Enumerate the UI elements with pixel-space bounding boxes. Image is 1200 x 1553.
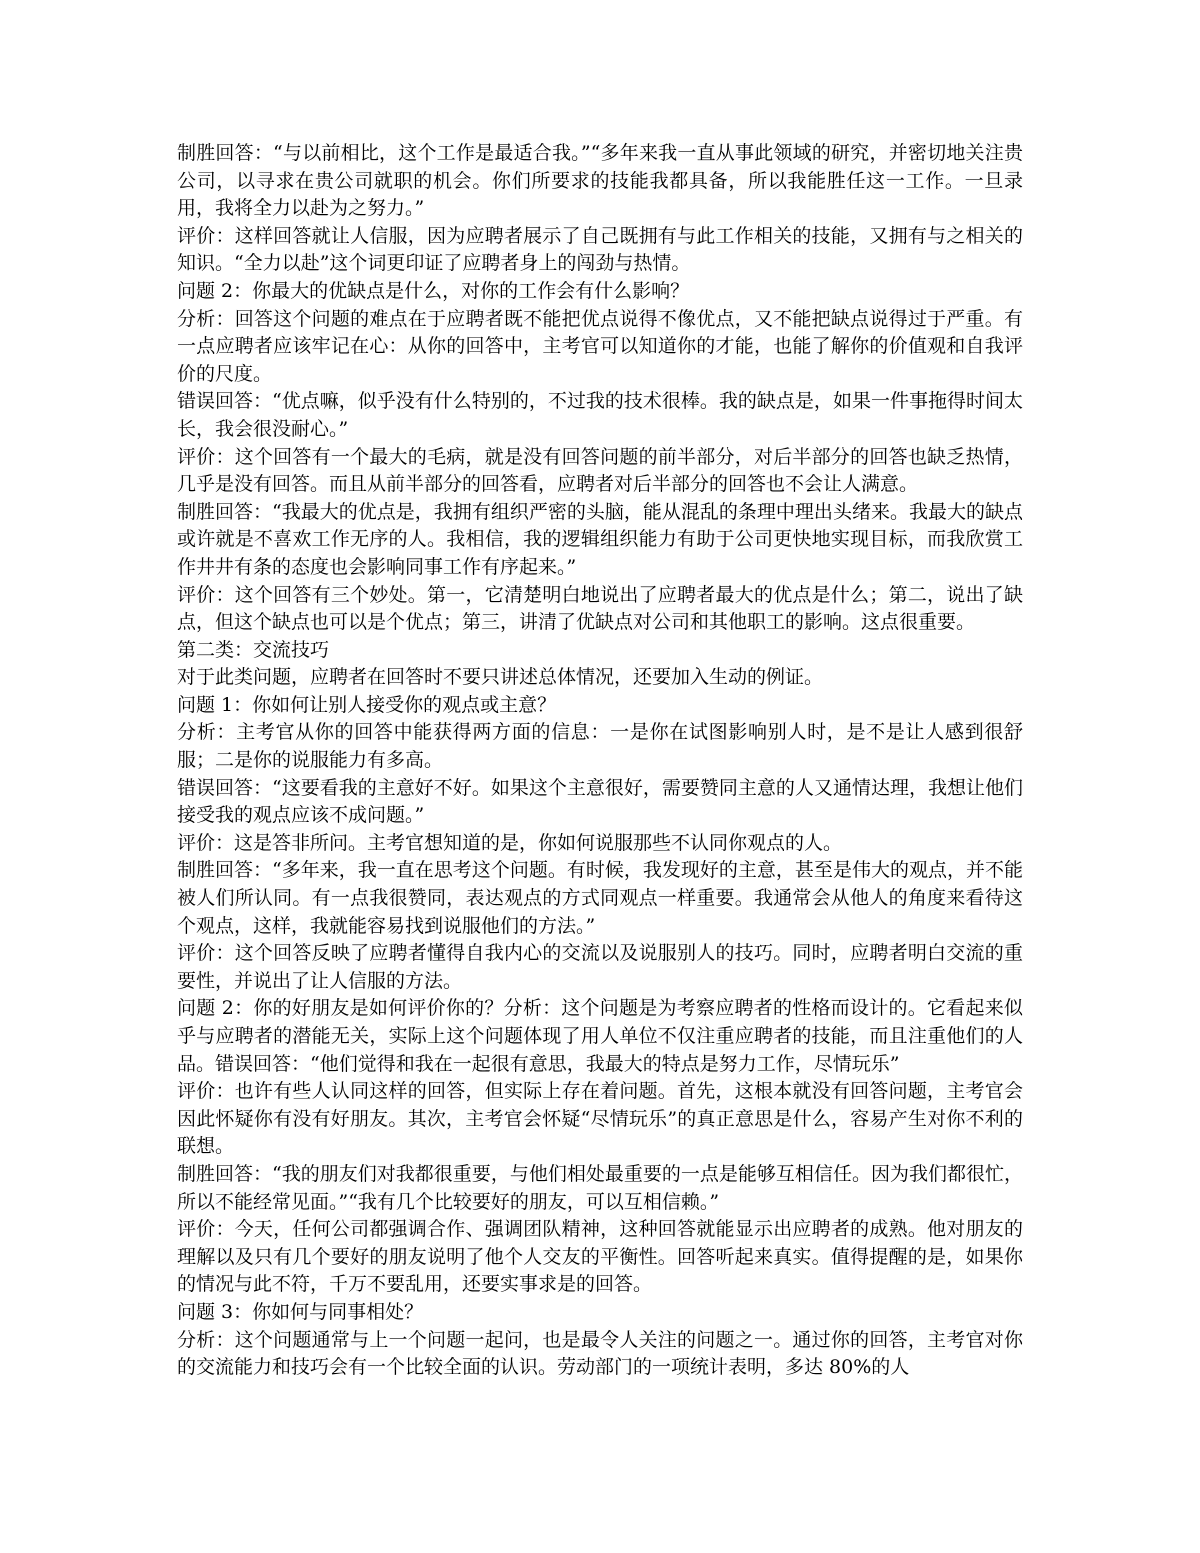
- paragraph: 制胜回答：“与以前相比，这个工作是最适合我。”“多年来我一直从事此领域的研究，并密切地关注贵公司，以寻求在贵公司就职的机会。你们所要求的技能我都具备，所以我能胜任这一工作。一旦录用，我将全力以赴为之努力。”: [177, 142, 1023, 220]
- paragraph: 评价：这个回答有一个最大的毛病，就是没有回答问题的前半部分，对后半部分的回答也缺乏热情，几乎是没有回答。而且从前半部分的回答看，应聘者对后半部分的回答也不会让人满意。: [177, 445, 1023, 496]
- paragraph: 分析：这个问题通常与上一个问题一起问，也是最令人关注的问题之一。通过你的回答，主考官对你的交流能力和技巧会有一个比较全面的认识。劳动部门的一项统计表明，多达 80%的人: [177, 1328, 1023, 1379]
- paragraph: 问题 1：你如何让别人接受你的观点或主意？: [177, 693, 557, 716]
- paragraph: 制胜回答：“我的朋友们对我都很重要，与他们相处最重要的一点是能够互相信任。因为我们都很忙，所以不能经常见面。”“我有几个比较要好的朋友，可以互相信赖。”: [177, 1162, 1023, 1213]
- paragraph: 评价：这样回答就让人信服，因为应聘者展示了自己既拥有与此工作相关的技能，又拥有与之相关的知识。“全力以赴”这个词更印证了应聘者身上的闯劲与热情。: [177, 224, 1023, 275]
- paragraph: 制胜回答：“我最大的优点是，我拥有组织严密的头脑，能从混乱的条理中理出头绪来。我最大的缺点或许就是不喜欢工作无序的人。我相信，我的逻辑组织能力有助于公司更快地实现目标，而我欣赏工作井井有条的态度也会影响同事工作有序起来。”: [177, 500, 1023, 578]
- paragraph: 评价：这个回答有三个妙处。第一，它清楚明白地说出了应聘者最大的优点是什么；第二，说出了缺点，但这个缺点也可以是个优点；第三，讲清了优缺点对公司和其他职工的影响。这点很重要。: [177, 583, 1023, 634]
- document-body: [177, 140, 1023, 1382]
- paragraph: 问题 2：你最大的优缺点是什么，对你的工作会有什么影响？: [177, 279, 690, 302]
- paragraph: 问题 3：你如何与同事相处？: [177, 1300, 424, 1323]
- paragraph: 评价：今天，任何公司都强调合作、强调团队精神，这种回答就能显示出应聘者的成熟。他对朋友的理解以及只有几个要好的朋友说明了他个人交友的平衡性。回答听起来真实。值得提醒的是，如果你的情况与此不符，千万不要乱用，还要实事求是的回答。: [177, 1218, 1023, 1296]
- paragraph: 错误回答：“优点嘛，似乎没有什么特别的，不过我的技术很棒。我的缺点是，如果一件事拖得时间太长，我会很没耐心。”: [177, 390, 1023, 440]
- section-heading: 第二类：交流技巧: [177, 638, 330, 661]
- paragraph: 分析：回答这个问题的难点在于应聘者既不能把优点说得不像优点，又不能把缺点说得过于严重。有一点应聘者应该牢记在心：从你的回答中，主考官可以知道你的才能，也能了解你的价值观和自我评价的尺度。: [177, 307, 1023, 385]
- paragraph: 制胜回答：“多年来，我一直在思考这个问题。有时候，我发现好的主意，甚至是伟大的观点，并不能被人们所认同。有一点我很赞同，表达观点的方式同观点一样重要。我通常会从他人的角度来看待这个观点，这样，我就能容易找到说服他们的方法。”: [177, 859, 1023, 937]
- paragraph: 对于此类问题，应聘者在回答时不要只讲述总体情况，还要加入生动的例证。: [177, 666, 824, 689]
- paragraph: 评价：这个回答反映了应聘者懂得自我内心的交流以及说服别人的技巧。同时，应聘者明白交流的重要性，并说出了让人信服的方法。: [177, 942, 1023, 992]
- paragraph: 问题 2：你的好朋友是如何评价你的？分析：这个问题是为考察应聘者的性格而设计的。它看起来似乎与应聘者的潜能无关，实际上这个问题体现了用人单位不仅注重应聘者的技能，而且注重他们的人品。错误回答：“他们觉得和我在一起很有意思，我最大的特点是努力工作，尽情玩乐”: [177, 997, 1023, 1075]
- paragraph: 评价：这是答非所问。主考官想知道的是，你如何说服那些不认同你观点的人。: [177, 831, 843, 854]
- paragraph: 分析：主考官从你的回答中能获得两方面的信息：一是你在试图影响别人时，是不是让人感到很舒服；二是你的说服能力有多高。: [177, 721, 1023, 772]
- paragraph: 评价：也许有些人认同这样的回答，但实际上存在着问题。首先，这根本就没有回答问题，主考官会因此怀疑你有没有好朋友。其次，主考官会怀疑“尽情玩乐”的真正意思是什么，容易产生对你不利的联想。: [177, 1080, 1023, 1158]
- paragraph: 错误回答：“这要看我的主意好不好。如果这个主意很好，需要赞同主意的人又通情达理，我想让他们接受我的观点应该不成问题。”: [177, 776, 1023, 827]
